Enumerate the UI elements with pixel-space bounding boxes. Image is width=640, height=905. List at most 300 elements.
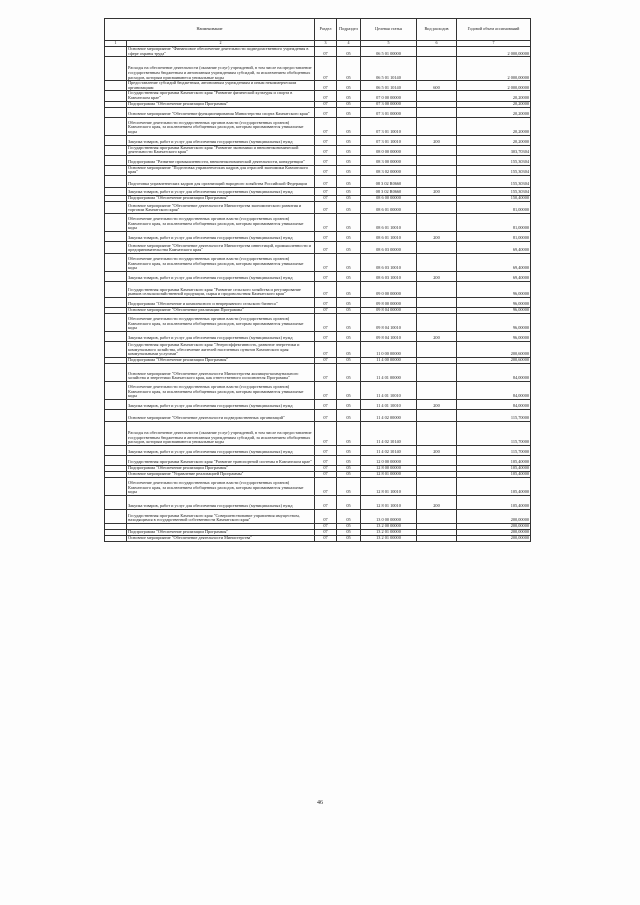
row-vr-cell: 200 bbox=[417, 399, 457, 409]
row-vr-cell bbox=[417, 509, 457, 523]
row-vr-cell bbox=[417, 535, 457, 541]
row-name-cell: Обеспечение деятельности государственных органов власти (государственных органов) Камчатского края, за исключением обобщенных расходов, которым присваиваются уникальные коды bbox=[127, 313, 315, 331]
row-name-cell: Подпрограмма "Обеспечение реализации Программы" bbox=[127, 357, 315, 363]
row-name-cell: Государственная программа Камчатского края "Развитие физической культуры и спорта в Камчатском крае" bbox=[127, 91, 315, 101]
row-name-cell: Основное мероприятие "Обеспечение деятельности подведомственных организаций" bbox=[127, 409, 315, 421]
row-blank-cell bbox=[105, 281, 127, 297]
row-podrazdel-cell: 05 bbox=[337, 455, 361, 465]
row-vr-cell bbox=[417, 57, 457, 81]
row-blank-cell bbox=[105, 107, 127, 117]
row-razdel-cell: 07 bbox=[315, 101, 337, 107]
row-name-cell: Основное мероприятие "Обеспечение реализации Программы" bbox=[127, 307, 315, 313]
row-vr-cell bbox=[417, 201, 457, 213]
row-razdel-cell: 07 bbox=[315, 381, 337, 399]
row-podrazdel-cell: 05 bbox=[337, 409, 361, 421]
row-name-cell: Основное мероприятие "Обеспечение деятельности Министерства экономического развития и торговли Камчатского края" bbox=[127, 201, 315, 213]
row-sum-cell: 155,30304 bbox=[457, 165, 531, 175]
row-podrazdel-cell: 05 bbox=[337, 357, 361, 363]
row-razdel-cell: 07 bbox=[315, 495, 337, 509]
table-row bbox=[105, 445, 531, 455]
row-name-cell: Подпрограмма "Развитие промышленности, внешнеэкономической деятельности, конкуренции" bbox=[127, 155, 315, 165]
row-sum-cell: 200,60000 bbox=[457, 341, 531, 357]
row-name-cell: Основное мероприятие "Обеспечение деятельности Министерства жилищно-коммунального хозяйства и энергетики Камчатского края, как ответственного исполнителя Программы" bbox=[127, 363, 315, 381]
row-sum-cell: 200,00000 bbox=[457, 529, 531, 535]
row-name-cell: Подпрограмма "Обеспечение реализации Программы" bbox=[127, 465, 315, 471]
row-blank-cell bbox=[105, 145, 127, 155]
table-row bbox=[105, 213, 531, 231]
row-name-cell: Основное мероприятие "Подготовка управленческих кадров для отраслей экономики Камчатского края" bbox=[127, 165, 315, 175]
row-vr-cell bbox=[417, 341, 457, 357]
row-csr-cell: 07 3 00 00000 bbox=[361, 101, 417, 107]
row-csr-cell: 11 4 02 00000 bbox=[361, 409, 417, 421]
row-name-cell: Государственная программа Камчатского края "Энергоэффективность, развитие энергетики и коммунального хозяйства, обеспечение жителей населенных пунктов Камчатского края коммунальными услугами" bbox=[127, 341, 315, 357]
row-podrazdel-cell: 05 bbox=[337, 91, 361, 101]
column-number: 2 bbox=[127, 41, 315, 47]
row-sum-cell: 105,40000 bbox=[457, 465, 531, 471]
row-podrazdel-cell: 05 bbox=[337, 165, 361, 175]
table-header bbox=[105, 19, 531, 47]
row-csr-cell: 06 5 01 10140 bbox=[361, 57, 417, 81]
row-blank-cell bbox=[105, 381, 127, 399]
row-csr-cell: 13 2 00 00000 bbox=[361, 523, 417, 529]
row-csr-cell: 06 5 01 00000 bbox=[361, 47, 417, 57]
row-vr-cell bbox=[417, 117, 457, 135]
table-body bbox=[105, 47, 531, 542]
row-vr-cell bbox=[417, 91, 457, 101]
row-sum-cell: 20,20000 bbox=[457, 135, 531, 145]
row-csr-cell: 13 2 01 00000 bbox=[361, 535, 417, 541]
row-razdel-cell: 07 bbox=[315, 535, 337, 541]
row-csr-cell: 08 6 00 00000 bbox=[361, 195, 417, 201]
row-podrazdel-cell: 05 bbox=[337, 175, 361, 187]
row-podrazdel-cell: 05 bbox=[337, 509, 361, 523]
table-row bbox=[105, 399, 531, 409]
row-razdel-cell: 07 bbox=[315, 47, 337, 57]
row-name-cell: Закупка товаров, работ и услуг для обеспечения государственных (муниципальных) нужд bbox=[127, 399, 315, 409]
row-vr-cell bbox=[417, 47, 457, 57]
row-csr-cell: 11 4 02 10140 bbox=[361, 421, 417, 445]
row-razdel-cell: 07 bbox=[315, 471, 337, 477]
column-number: 5 bbox=[361, 41, 417, 47]
row-podrazdel-cell: 05 bbox=[337, 187, 361, 195]
row-blank-cell bbox=[105, 81, 127, 91]
row-podrazdel-cell: 05 bbox=[337, 241, 361, 253]
header-sum: Годовой объем ассигнований bbox=[457, 19, 531, 41]
row-csr-cell: 08 6 03 10010 bbox=[361, 253, 417, 271]
row-blank-cell bbox=[105, 477, 127, 495]
header-name: Наименование bbox=[105, 19, 315, 41]
row-razdel-cell: 07 bbox=[315, 57, 337, 81]
row-csr-cell: 08 3 02 R0660 bbox=[361, 187, 417, 195]
row-csr-cell: 07 3 01 00000 bbox=[361, 107, 417, 117]
row-podrazdel-cell: 05 bbox=[337, 281, 361, 297]
row-name-cell: Закупка товаров, работ и услуг для обеспечения государственных (муниципальных) нужд bbox=[127, 445, 315, 455]
table-row bbox=[105, 253, 531, 271]
row-name-cell: Обеспечение деятельности государственных органов власти (государственных органов) Камчатского края, за исключением обобщенных расходов, которым присваиваются уникальные коды bbox=[127, 213, 315, 231]
column-number: 6 bbox=[417, 41, 457, 47]
row-podrazdel-cell: 05 bbox=[337, 445, 361, 455]
table-row bbox=[105, 477, 531, 495]
row-sum-cell: 96,00000 bbox=[457, 313, 531, 331]
table-row bbox=[105, 297, 531, 307]
row-name-cell: Закупка товаров, работ и услуг для обеспечения государственных (муниципальных) нужд bbox=[127, 231, 315, 241]
row-sum-cell: 81,00000 bbox=[457, 231, 531, 241]
row-podrazdel-cell: 05 bbox=[337, 313, 361, 331]
table-row bbox=[105, 363, 531, 381]
row-sum-cell: 200,00000 bbox=[457, 509, 531, 523]
table-row bbox=[105, 271, 531, 281]
row-csr-cell: 08 6 01 10010 bbox=[361, 213, 417, 231]
table-row bbox=[105, 231, 531, 241]
row-sum-cell: 20,20000 bbox=[457, 91, 531, 101]
row-name-cell: Подпрограмма "Обеспечение и комплексного и непрерывного сельского бизнеса" bbox=[127, 297, 315, 307]
row-podrazdel-cell: 05 bbox=[337, 117, 361, 135]
row-csr-cell: 11 4 02 10140 bbox=[361, 445, 417, 455]
row-vr-cell bbox=[417, 213, 457, 231]
row-vr-cell bbox=[417, 241, 457, 253]
row-blank-cell bbox=[105, 175, 127, 187]
row-razdel-cell: 07 bbox=[315, 363, 337, 381]
column-number: 3 bbox=[315, 41, 337, 47]
header-razdel: Раздел bbox=[315, 19, 337, 41]
row-sum-cell: 81,00000 bbox=[457, 201, 531, 213]
row-razdel-cell: 07 bbox=[315, 175, 337, 187]
row-csr-cell: 12 8 01 10010 bbox=[361, 477, 417, 495]
row-podrazdel-cell: 05 bbox=[337, 495, 361, 509]
row-podrazdel-cell: 05 bbox=[337, 195, 361, 201]
table-row bbox=[105, 201, 531, 213]
row-podrazdel-cell: 05 bbox=[337, 107, 361, 117]
row-podrazdel-cell: 05 bbox=[337, 471, 361, 477]
row-name-cell: Основное мероприятие "Обеспечение деятельности Министерства" bbox=[127, 535, 315, 541]
row-csr-cell: 09 0 00 00000 bbox=[361, 281, 417, 297]
row-blank-cell bbox=[105, 231, 127, 241]
row-vr-cell bbox=[417, 477, 457, 495]
row-csr-cell: 13 2 01 00000 bbox=[361, 529, 417, 535]
row-podrazdel-cell: 05 bbox=[337, 399, 361, 409]
row-sum-cell: 96,00000 bbox=[457, 281, 531, 297]
header-csr: Целевая статья bbox=[361, 19, 417, 41]
table-row bbox=[105, 509, 531, 523]
row-razdel-cell: 07 bbox=[315, 165, 337, 175]
row-name-cell: Расходы на обеспечение деятельности (оказание услуг) учреждений, в том числе на предоставление государственным бюджетным и автономным учреждениям субсидий, за исключением обобщенных расходов, которым присваиваются уникальные коды bbox=[127, 421, 315, 445]
row-razdel-cell: 07 bbox=[315, 117, 337, 135]
row-razdel-cell: 07 bbox=[315, 313, 337, 331]
row-vr-cell: 200 bbox=[417, 331, 457, 341]
row-sum-cell: 69,40000 bbox=[457, 241, 531, 253]
row-vr-cell bbox=[417, 409, 457, 421]
row-csr-cell: 08 0 00 00000 bbox=[361, 145, 417, 155]
row-csr-cell: 06 5 01 10140 bbox=[361, 81, 417, 91]
row-blank-cell bbox=[105, 47, 127, 57]
row-vr-cell bbox=[417, 281, 457, 297]
table-row bbox=[105, 409, 531, 421]
row-name-cell: Государственная программа Камчатского края "Развитие экономики и внешнеэкономической деятельности Камчатского края" bbox=[127, 145, 315, 155]
row-podrazdel-cell: 05 bbox=[337, 529, 361, 535]
row-csr-cell: 09 8 00 00000 bbox=[361, 297, 417, 307]
row-csr-cell: 07 3 01 10010 bbox=[361, 135, 417, 145]
header-podrazdel: Подраздел bbox=[337, 19, 361, 41]
row-csr-cell: 13 0 00 00000 bbox=[361, 509, 417, 523]
row-razdel-cell: 07 bbox=[315, 81, 337, 91]
header-vr: Вид расходов bbox=[417, 19, 457, 41]
row-razdel-cell: 07 bbox=[315, 195, 337, 201]
row-sum-cell: 69,40000 bbox=[457, 271, 531, 281]
table-row bbox=[105, 535, 531, 541]
row-vr-cell bbox=[417, 165, 457, 175]
row-blank-cell bbox=[105, 155, 127, 165]
row-name-cell: Подпрограмма "Обеспечение реализации Программы" bbox=[127, 101, 315, 107]
table-row bbox=[105, 241, 531, 253]
row-sum-cell: 84,00000 bbox=[457, 381, 531, 399]
row-razdel-cell: 07 bbox=[315, 421, 337, 445]
row-csr-cell: 08 3 00 00000 bbox=[361, 155, 417, 165]
row-vr-cell bbox=[417, 107, 457, 117]
row-podrazdel-cell: 05 bbox=[337, 331, 361, 341]
row-csr-cell: 08 6 03 10010 bbox=[361, 271, 417, 281]
row-sum-cell: 96,00000 bbox=[457, 297, 531, 307]
row-csr-cell: 11 4 00 00000 bbox=[361, 357, 417, 363]
row-csr-cell: 09 8 04 00000 bbox=[361, 307, 417, 313]
row-vr-cell bbox=[417, 253, 457, 271]
row-blank-cell bbox=[105, 91, 127, 101]
row-razdel-cell: 07 bbox=[315, 271, 337, 281]
row-podrazdel-cell: 05 bbox=[337, 81, 361, 91]
row-sum-cell: 155,30304 bbox=[457, 175, 531, 187]
table-row bbox=[105, 381, 531, 399]
row-razdel-cell: 07 bbox=[315, 107, 337, 117]
row-name-cell: Государственная программа Камчатского края "Развитие сельского хозяйства и регулирование рынков сельскохозяйственной продукции, сырья и продовольствия Камчатского края" bbox=[127, 281, 315, 297]
row-razdel-cell: 07 bbox=[315, 307, 337, 313]
row-blank-cell bbox=[105, 297, 127, 307]
row-csr-cell: 11 0 00 00000 bbox=[361, 341, 417, 357]
page-number: 46 bbox=[317, 800, 323, 806]
row-blank-cell bbox=[105, 135, 127, 145]
row-blank-cell bbox=[105, 213, 127, 231]
row-blank-cell bbox=[105, 313, 127, 331]
row-vr-cell bbox=[417, 155, 457, 165]
row-name-cell: Основное мероприятие "Управление реализацией Программы" bbox=[127, 471, 315, 477]
row-blank-cell bbox=[105, 117, 127, 135]
row-csr-cell: 12 0 00 00000 bbox=[361, 455, 417, 465]
row-name-cell: Закупка товаров, работ и услуг для обеспечения государственных (муниципальных) нужд bbox=[127, 271, 315, 281]
row-razdel-cell: 07 bbox=[315, 465, 337, 471]
row-name-cell: Закупка товаров, работ и услуг для обеспечения государственных (муниципальных) нужд bbox=[127, 135, 315, 145]
row-podrazdel-cell: 05 bbox=[337, 135, 361, 145]
row-vr-cell: 200 bbox=[417, 187, 457, 195]
row-sum-cell: 96,00000 bbox=[457, 307, 531, 313]
budget-table bbox=[104, 18, 531, 542]
table-row bbox=[105, 495, 531, 509]
row-podrazdel-cell: 05 bbox=[337, 535, 361, 541]
row-razdel-cell: 07 bbox=[315, 523, 337, 529]
row-podrazdel-cell: 05 bbox=[337, 381, 361, 399]
row-blank-cell bbox=[105, 409, 127, 421]
row-name-cell: Обеспечение деятельности государственных органов власти (государственных органов) Камчатского края, за исключением обобщенных расходов, которым присваиваются уникальные коды bbox=[127, 253, 315, 271]
table-row bbox=[105, 91, 531, 101]
column-number: 7 bbox=[457, 41, 531, 47]
row-vr-cell bbox=[417, 313, 457, 331]
row-blank-cell bbox=[105, 363, 127, 381]
table-row bbox=[105, 57, 531, 81]
row-blank-cell bbox=[105, 535, 127, 541]
row-blank-cell bbox=[105, 399, 127, 409]
row-csr-cell: 08 6 01 10010 bbox=[361, 231, 417, 241]
row-razdel-cell: 07 bbox=[315, 445, 337, 455]
row-blank-cell bbox=[105, 341, 127, 357]
row-csr-cell: 08 3 02 00000 bbox=[361, 165, 417, 175]
row-blank-cell bbox=[105, 241, 127, 253]
row-name-cell: Обеспечение деятельности государственных органов власти (государственных органов) Камчатского края, за исключением обобщенных расходов, которым присваиваются уникальные коды bbox=[127, 477, 315, 495]
row-blank-cell bbox=[105, 165, 127, 175]
row-name-cell: Основное мероприятие "Обеспечение функционирования Министерства спорта Камчатского края" bbox=[127, 107, 315, 117]
row-sum-cell: 2 000,00000 bbox=[457, 81, 531, 91]
row-blank-cell bbox=[105, 187, 127, 195]
row-csr-cell: 07 0 00 00000 bbox=[361, 91, 417, 101]
row-razdel-cell: 07 bbox=[315, 231, 337, 241]
row-name-cell: Обеспечение деятельности государственных органов власти (государственных органов) Камчатского края, за исключением обобщенных расходов, которым присваиваются уникальные коды bbox=[127, 381, 315, 399]
row-razdel-cell: 07 bbox=[315, 155, 337, 165]
row-name-cell: Государственная программа Камчатского края "Развитие транспортной системы в Камчатском крае" bbox=[127, 455, 315, 465]
row-podrazdel-cell: 05 bbox=[337, 341, 361, 357]
row-vr-cell: 200 bbox=[417, 231, 457, 241]
table-row bbox=[105, 165, 531, 175]
row-blank-cell bbox=[105, 495, 127, 509]
row-podrazdel-cell: 05 bbox=[337, 307, 361, 313]
row-name-cell: Подпрограмма "Обеспечение реализации Программы" bbox=[127, 529, 315, 535]
table-row bbox=[105, 81, 531, 91]
row-sum-cell: 2 000,00000 bbox=[457, 57, 531, 81]
table-row bbox=[105, 313, 531, 331]
row-razdel-cell: 07 bbox=[315, 281, 337, 297]
table-row bbox=[105, 117, 531, 135]
row-vr-cell bbox=[417, 421, 457, 445]
row-name-cell: Подготовка управленческих кадров для организаций народного хозяйства Российской Федерации bbox=[127, 175, 315, 187]
row-sum-cell: 115,70000 bbox=[457, 445, 531, 455]
row-podrazdel-cell: 05 bbox=[337, 363, 361, 381]
row-csr-cell: 12 8 01 00000 bbox=[361, 471, 417, 477]
row-sum-cell: 105,40000 bbox=[457, 471, 531, 477]
row-podrazdel-cell: 05 bbox=[337, 57, 361, 81]
row-podrazdel-cell: 05 bbox=[337, 477, 361, 495]
row-podrazdel-cell: 05 bbox=[337, 101, 361, 107]
row-vr-cell bbox=[417, 455, 457, 465]
row-sum-cell: 303,70304 bbox=[457, 145, 531, 155]
row-vr-cell: 200 bbox=[417, 495, 457, 509]
table-row bbox=[105, 155, 531, 165]
table-row bbox=[105, 145, 531, 155]
row-sum-cell: 84,00000 bbox=[457, 399, 531, 409]
row-csr-cell: 07 3 01 10010 bbox=[361, 117, 417, 135]
row-csr-cell: 12 8 00 00000 bbox=[361, 465, 417, 471]
row-sum-cell: 115,70000 bbox=[457, 421, 531, 445]
row-podrazdel-cell: 05 bbox=[337, 231, 361, 241]
row-csr-cell: 08 3 02 R0660 bbox=[361, 175, 417, 187]
row-name-cell: Закупка товаров, работ и услуг для обеспечения государственных (муниципальных) нужд bbox=[127, 331, 315, 341]
table-row bbox=[105, 135, 531, 145]
row-razdel-cell: 07 bbox=[315, 477, 337, 495]
row-vr-cell bbox=[417, 363, 457, 381]
table-row bbox=[105, 455, 531, 465]
column-number: 4 bbox=[337, 41, 361, 47]
row-razdel-cell: 07 bbox=[315, 409, 337, 421]
row-vr-cell bbox=[417, 175, 457, 187]
row-razdel-cell: 07 bbox=[315, 529, 337, 535]
row-razdel-cell: 07 bbox=[315, 135, 337, 145]
row-blank-cell bbox=[105, 57, 127, 81]
row-vr-cell: 200 bbox=[417, 135, 457, 145]
row-podrazdel-cell: 05 bbox=[337, 253, 361, 271]
row-blank-cell bbox=[105, 509, 127, 523]
row-sum-cell: 200,00000 bbox=[457, 535, 531, 541]
row-podrazdel-cell: 05 bbox=[337, 47, 361, 57]
row-razdel-cell: 07 bbox=[315, 187, 337, 195]
row-podrazdel-cell: 05 bbox=[337, 297, 361, 307]
row-sum-cell: 200,60000 bbox=[457, 357, 531, 363]
row-razdel-cell: 07 bbox=[315, 509, 337, 523]
row-vr-cell bbox=[417, 297, 457, 307]
row-name-cell: Обеспечение деятельности государственных органов власти (государственных органов) Камчатского края, за исключением обобщенных расходов, которым присваиваются уникальные коды bbox=[127, 117, 315, 135]
row-csr-cell: 11 4 01 10010 bbox=[361, 381, 417, 399]
row-sum-cell: 115,70000 bbox=[457, 409, 531, 421]
row-razdel-cell: 07 bbox=[315, 145, 337, 155]
row-razdel-cell: 07 bbox=[315, 331, 337, 341]
row-sum-cell: 155,30304 bbox=[457, 187, 531, 195]
row-razdel-cell: 07 bbox=[315, 201, 337, 213]
row-blank-cell bbox=[105, 331, 127, 341]
row-name-cell: Основное мероприятие "Финансовое обеспечение деятельности подведомственного учреждения в сфере охраны труда" bbox=[127, 47, 315, 57]
row-razdel-cell: 07 bbox=[315, 357, 337, 363]
row-vr-cell bbox=[417, 381, 457, 399]
row-csr-cell: 11 4 01 00000 bbox=[361, 363, 417, 381]
row-razdel-cell: 07 bbox=[315, 297, 337, 307]
row-vr-cell: 200 bbox=[417, 271, 457, 281]
table-row bbox=[105, 175, 531, 187]
table-row bbox=[105, 341, 531, 357]
row-sum-cell: 155,30304 bbox=[457, 155, 531, 165]
row-sum-cell: 81,00000 bbox=[457, 213, 531, 231]
row-blank-cell bbox=[105, 253, 127, 271]
table-row bbox=[105, 281, 531, 297]
row-name-cell: Подпрограмма "Обеспечение реализации Программы" bbox=[127, 195, 315, 201]
row-sum-cell: 2 000,00000 bbox=[457, 47, 531, 57]
table-row bbox=[105, 107, 531, 117]
row-sum-cell: 69,40000 bbox=[457, 253, 531, 271]
row-name-cell: Государственная программа Камчатского края "Совершенствование управления имуществом, находящимся в государственной собственности Камчатского края" bbox=[127, 509, 315, 523]
row-blank-cell bbox=[105, 421, 127, 445]
row-podrazdel-cell: 05 bbox=[337, 523, 361, 529]
row-sum-cell: 84,00000 bbox=[457, 363, 531, 381]
row-csr-cell: 09 8 04 10010 bbox=[361, 313, 417, 331]
row-podrazdel-cell: 05 bbox=[337, 465, 361, 471]
row-sum-cell: 20,20000 bbox=[457, 107, 531, 117]
row-sum-cell: 150,40000 bbox=[457, 195, 531, 201]
table-row bbox=[105, 421, 531, 445]
row-razdel-cell: 07 bbox=[315, 399, 337, 409]
row-vr-cell: 200 bbox=[417, 445, 457, 455]
row-razdel-cell: 07 bbox=[315, 455, 337, 465]
row-csr-cell: 08 6 01 00000 bbox=[361, 201, 417, 213]
row-sum-cell: 105,40000 bbox=[457, 495, 531, 509]
row-podrazdel-cell: 05 bbox=[337, 201, 361, 213]
row-name-cell: Предоставление субсидий бюджетным, автономным учреждениям и иным некоммерческим организациям bbox=[127, 81, 315, 91]
row-sum-cell: 105,40000 bbox=[457, 455, 531, 465]
row-razdel-cell: 07 bbox=[315, 213, 337, 231]
row-razdel-cell: 07 bbox=[315, 253, 337, 271]
row-podrazdel-cell: 05 bbox=[337, 213, 361, 231]
row-name-cell: Расходы на обеспечение деятельности (оказание услуг) учреждений, в том числе на предоставление государственным бюджетным и автономным учреждениям субсидий, за исключением обобщенных расходов, которым присваиваются уникальные коды bbox=[127, 57, 315, 81]
row-podrazdel-cell: 05 bbox=[337, 145, 361, 155]
